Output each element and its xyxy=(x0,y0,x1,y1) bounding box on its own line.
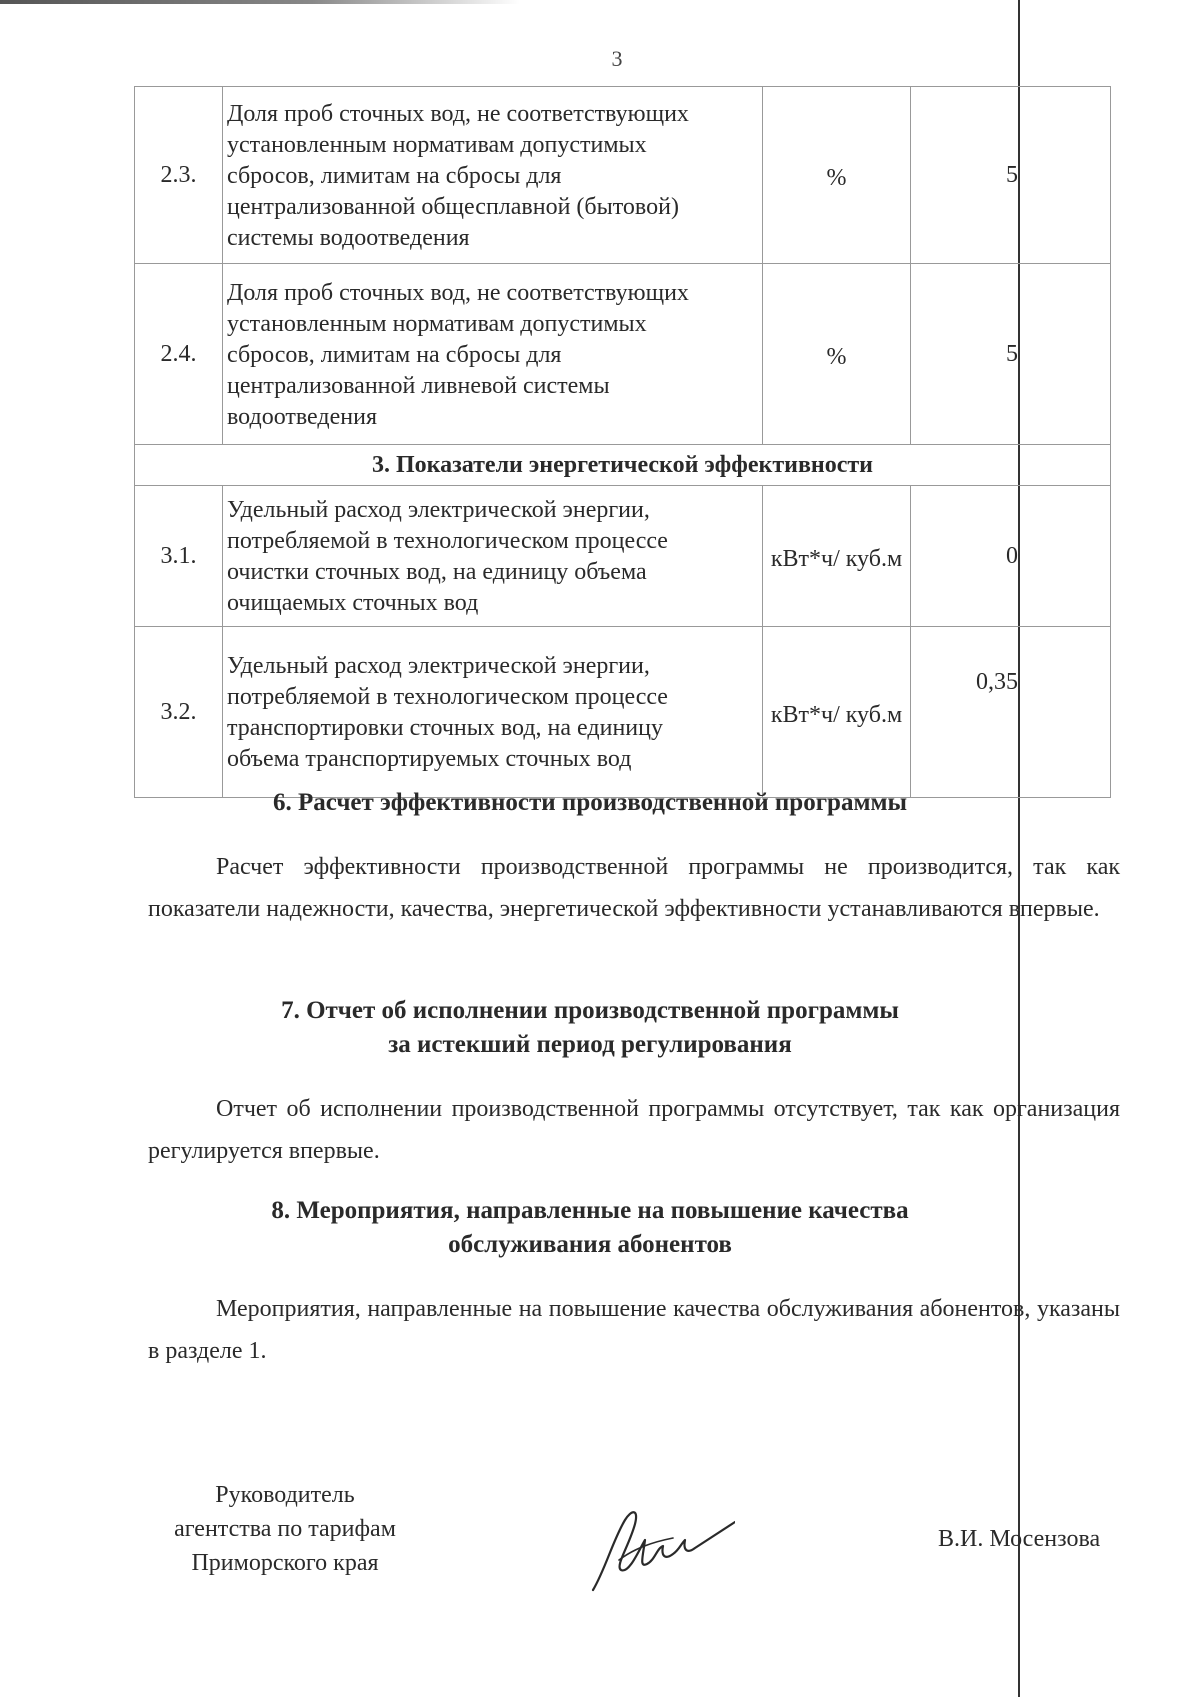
row-number: 3.2. xyxy=(135,627,223,798)
row-unit: % xyxy=(763,87,911,264)
row-description: Удельный расход электрической энергии, потребляемой в технологическом процессе очистки сточных вод, на единицу объема очищаемых сточных вод xyxy=(223,486,763,627)
table-row xyxy=(135,264,1111,445)
row-unit: кВт*ч/ куб.м xyxy=(763,486,911,627)
row-value: 5 xyxy=(911,264,1111,445)
signatory-title: Руководитель агентства по тарифам Приморского края xyxy=(174,1482,396,1576)
row-unit: кВт*ч/ куб.м xyxy=(763,627,911,798)
row-number: 2.3. xyxy=(135,87,223,264)
section-7-title: 7. Отчет об исполнении производственной программы за истекший период регулирования xyxy=(281,997,899,1058)
table-section-row xyxy=(135,445,1111,486)
table-row xyxy=(135,87,1111,264)
signatory-name: В.И. Мосензова xyxy=(938,1526,1101,1552)
section-8-text: Мероприятия, направленные на повышение качества обслуживания абонентов, указаны в разделе 1. xyxy=(148,1296,1120,1364)
section-6-title: 6. Расчет эффективности производственной программы xyxy=(272,789,908,816)
row-number: 2.4. xyxy=(135,264,223,445)
row-unit: % xyxy=(763,264,911,445)
indicators-table xyxy=(134,86,1111,798)
row-value: 5 xyxy=(911,87,1111,264)
section-7-text: Отчет об исполнении производственной программы отсутствует, так как организация регулируется впервые. xyxy=(148,1096,1120,1164)
row-description: Доля проб сточных вод, не соответствующих установленным нормативам допустимых сбросов, лимитам на сбросы для централизованной ливневой системы водоотведения xyxy=(223,264,763,445)
row-value: 0,35 xyxy=(911,627,1111,798)
row-description: Удельный расход электрической энергии, потребляемой в технологическом процессе транспортировки сточных вод, на единицу объема транспортируемых сточных вод xyxy=(223,627,763,798)
table-row xyxy=(135,627,1111,798)
handwritten-signature xyxy=(585,1500,735,1595)
section-6-text: Расчет эффективности производственной программы не производится, так как показатели надежности, качества, энергетической эффективности устанавливаются впервые. xyxy=(148,854,1120,922)
row-number: 3.1. xyxy=(135,486,223,627)
row-description: Доля проб сточных вод, не соответствующих установленным нормативам допустимых сбросов, лимитам на сбросы для централизованной общесплавной (бытовой) системы водоотведения xyxy=(223,87,763,264)
row-value: 0 xyxy=(911,486,1111,627)
page-number: 3 xyxy=(611,46,623,71)
section-row-title: 3. Показатели энергетической эффективности xyxy=(135,445,1111,486)
section-8-title: 8. Мероприятия, направленные на повышение качества обслуживания абонентов xyxy=(271,1197,909,1258)
table-row xyxy=(135,486,1111,627)
scan-edge-artifact xyxy=(0,0,520,4)
